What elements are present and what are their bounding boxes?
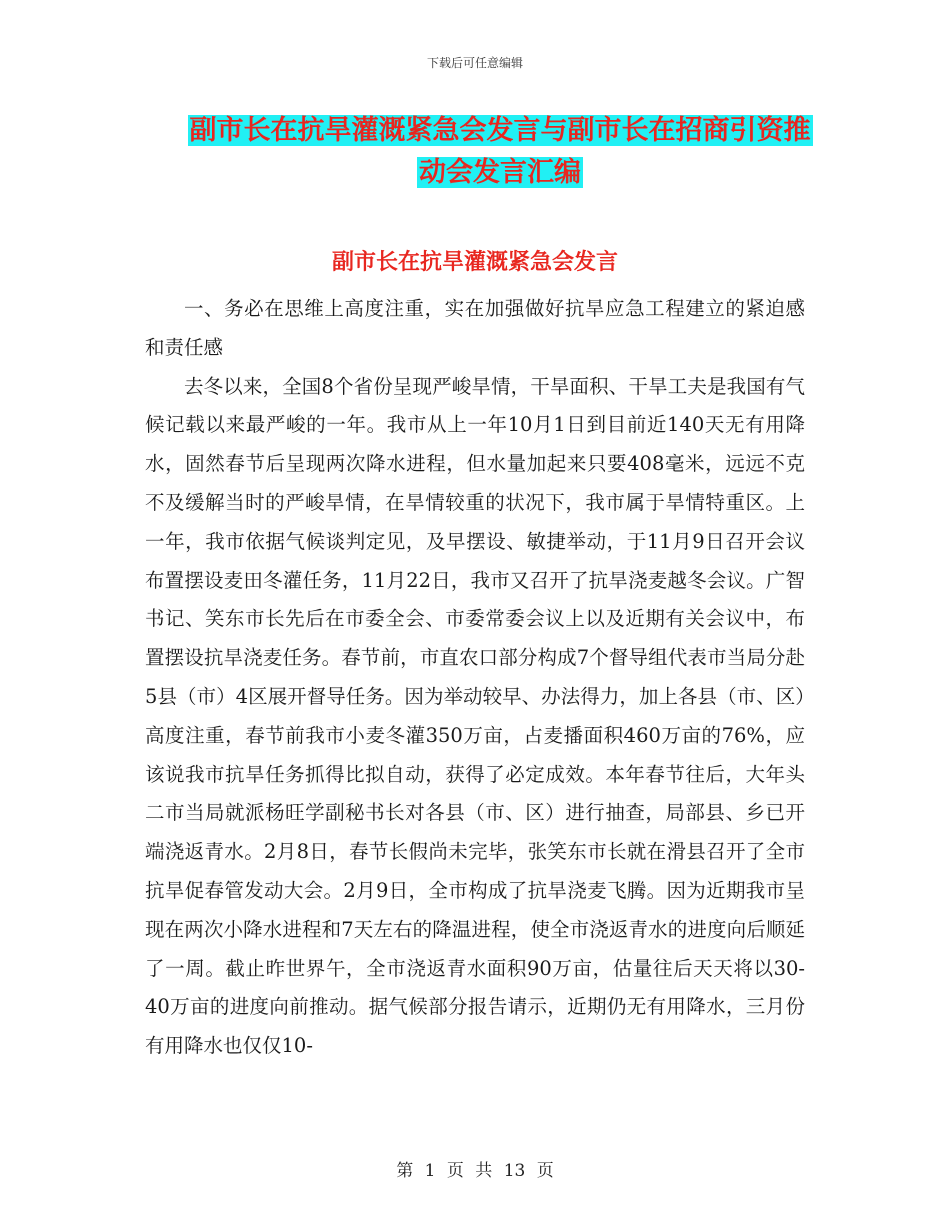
document-title-line-2: 动会发言汇编 <box>419 157 581 188</box>
page-footer: 第 1 页 共 13 页 <box>396 1161 554 1181</box>
paragraph-heading: 一、务必在思维上高度注重，实在加强做好抗旱应急工程建立的紧迫感和责任感 <box>145 297 805 359</box>
document-title-line-1: 副市长在抗旱灌溉紧急会发言与副市长在招商引资推 <box>189 115 811 146</box>
header-note: 下载后可任意编辑 <box>426 56 523 70</box>
document-body <box>145 290 805 1066</box>
document-title <box>150 110 850 194</box>
section-title: 副市长在抗旱灌溉紧急会发言 <box>331 250 618 275</box>
paragraph: 去冬以来，全国8个省份呈现严峻旱情，干旱面积、干旱工夫是我国有气候记载以来最严峻的一年。我市从上一年10月1日到目前近140天无有用降水，固然春节后呈现两次降水进程，但水量加起来只要408毫米，远远不克不及缓解当时的严峻旱情，在旱情较重的状况下，我市属于旱情特重区。上一年，我市依据气候谈判定见，及早摆设、敏捷举动，于11月9日召开会议布置摆设麦田冬灌任务，11月22日，我市又召开了抗旱浇麦越冬会议。广智书记、笑东市长先后在市委全会、市委常委会议上以及近期有关会议中，布置摆设抗旱浇麦任务。春节前，市直农口部分构成7个督导组代表市当局分赴5县（市）4区展开督导任务。因为举动较早、办法得力，加上各县（市、区）高度注重，春节前我市小麦冬灌350万亩，占麦播面积460万亩的76%，应该说我市抗旱任务抓得比拟自动，获得了必定成效。本年春节往后，大年头二市当局就派杨旺学副秘书长对各县（市、区）进行抽查，局部县、乡已开端浇返青水。2月8日，春节长假尚未完毕，张笑东市长就在滑县召开了全市抗旱促春管发动大会。2月9日，全市构成了抗旱浇麦飞腾。因为近期我市呈现在两次小降水进程和7天左右的降温进程，使全市浇返青水的进度向后顺延了一周。截止昨世界午，全市浇返青水面积90万亩，估量往后天天将以30-40万亩的进度向前推动。据气候部分报告请示，近期仍无有用降水，三月份有用降水也仅仅10- <box>145 374 805 1058</box>
